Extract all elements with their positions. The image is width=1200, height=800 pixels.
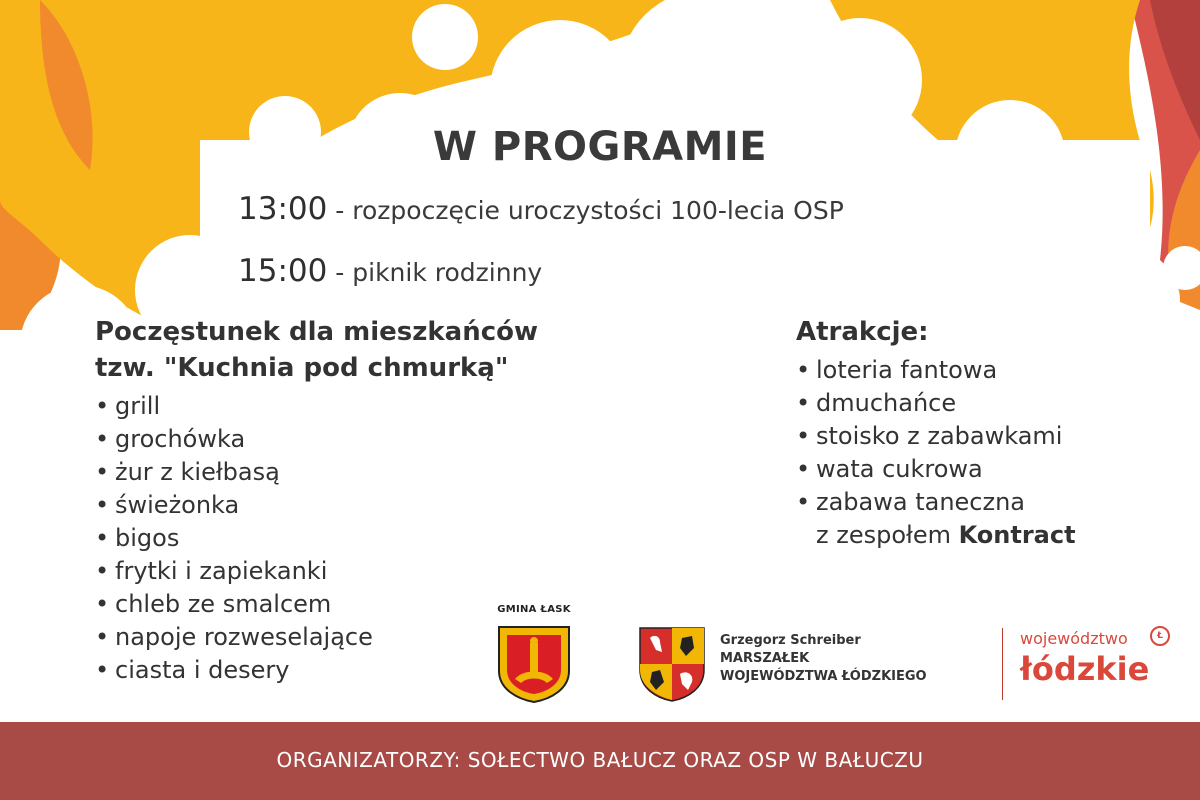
bullet-icon: • [796, 389, 811, 417]
bullet-icon: • [95, 491, 110, 519]
bullet-icon: • [95, 656, 110, 684]
food-item: • żur z kiełbasą [95, 456, 655, 489]
footer-bar [0, 722, 1200, 800]
organizers-text: ORGANIZATORZY: SOŁECTWO BAŁUCZ ORAZ OSP W BAŁUCZU [276, 748, 924, 772]
schedule-time: 15:00 [238, 253, 328, 289]
bullet-icon: • [95, 557, 110, 585]
bullet-icon: • [796, 488, 811, 516]
food-heading-line2: tzw. "Kuchnia pod chmurką" [95, 353, 509, 383]
food-item: • bigos [95, 522, 655, 555]
attractions-heading: Atrakcje: [796, 317, 929, 347]
schedule-item-1500 [238, 253, 542, 289]
marshal-text [720, 632, 1000, 686]
bullet-icon: • [796, 455, 811, 483]
woj-small-text: województwo [1020, 629, 1128, 648]
food-item: • grill [95, 390, 655, 423]
band-name: Kontract [958, 521, 1076, 549]
attraction-item: • loteria fantowa [796, 354, 1176, 387]
gmina-label: GMINA ŁASK [497, 604, 571, 615]
attraction-item: • dmuchańce [796, 387, 1176, 420]
attraction-item-continuation: z zespołem Kontract [816, 521, 1076, 549]
food-item: • ciasta i desery [95, 654, 655, 687]
attraction-item: • stoisko z zabawkami [796, 420, 1176, 453]
food-item: • świeżonka [95, 489, 655, 522]
bullet-icon: • [95, 425, 110, 453]
woj-big-text: łódzkie [1020, 650, 1150, 688]
bullet-icon: • [95, 458, 110, 486]
schedule-time: 13:00 [238, 191, 328, 227]
food-item: • grochówka [95, 423, 655, 456]
bullet-icon: • [95, 623, 110, 651]
bullet-icon: • [95, 524, 110, 552]
attractions-section [796, 314, 1176, 552]
woj-mark-icon: Ł [1150, 626, 1170, 646]
bullet-icon: • [95, 392, 110, 420]
attraction-item: • zabawa taneczna z zespołem Kontract [796, 486, 1176, 552]
program-title: W PROGRAMIE [432, 124, 768, 170]
lodz-voivodeship-crest-icon [638, 626, 706, 702]
food-item: • napoje rozweselające [95, 621, 655, 654]
bullet-icon: • [95, 590, 110, 618]
schedule-description: - rozpoczęcie uroczystości 100-lecia OSP [327, 196, 844, 225]
gmina-crest-icon [495, 623, 573, 703]
marshal-title: MARSZAŁEK [720, 651, 810, 666]
schedule-description: - piknik rodzinny [327, 258, 543, 287]
food-item: • frytki i zapiekanki [95, 555, 655, 588]
attraction-item: • wata cukrowa [796, 453, 1176, 486]
wojewodztwo-lodzkie-logo [1020, 630, 1170, 688]
bullet-icon: • [796, 422, 811, 450]
schedule-item-1300 [238, 191, 844, 227]
marshal-name: Grzegorz Schreiber [720, 633, 861, 648]
food-heading-line1: Poczęstunek dla mieszkańców [95, 317, 539, 347]
logo-divider [1002, 628, 1003, 700]
marshal-region: WOJEWÓDZTWA ŁÓDZKIEGO [720, 669, 927, 684]
bullet-icon: • [796, 356, 811, 384]
attractions-list [796, 354, 1176, 552]
gmina-lask-logo [486, 604, 582, 707]
food-item: • chleb ze smalcem [95, 588, 655, 621]
